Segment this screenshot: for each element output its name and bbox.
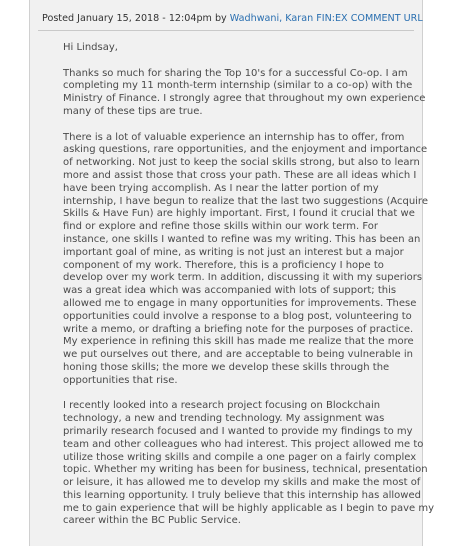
- paragraph-line: allowed me to engage in many opportunities for improvements. These: [63, 297, 417, 309]
- paragraph-line: have been trying accomplish. As I near the latter portion of my: [63, 182, 379, 194]
- comment-post: [30, 0, 435, 546]
- comment-paragraph: [63, 131, 428, 388]
- posted-date: Posted January 15, 2018 - 12:04pm by: [42, 13, 230, 24]
- paragraph-line: me to gain experience that will be highly applicable as I begin to pave my: [63, 502, 435, 514]
- paragraph-line: technology, a new and trending technology. My assignment was: [63, 413, 385, 425]
- paragraph-line: utilize those writing skills and compile a one pager on a fairly complex: [63, 451, 417, 463]
- paragraph-line: Skills & Have Fun) are highly important. First, I found it crucial that we: [63, 208, 415, 220]
- paragraph-line: component of my work. Therefore, this is a proficiency I hope to: [63, 259, 384, 271]
- paragraph-line: team and other colleagues who had interest. This project allowed me to: [63, 438, 424, 450]
- author-link[interactable]: Wadhwani, Karan FIN:EX: [229, 13, 348, 24]
- paragraph-line: write a memo, or drafting a briefing note for the purposes of practice.: [63, 323, 414, 335]
- paragraph-line: this learning opportunity. I truly believe that this internship has allowed: [63, 489, 421, 501]
- paragraph-list: [63, 67, 435, 529]
- paragraph-line: find or explore and refine those skills within our work term. For: [63, 221, 378, 233]
- paragraph-line: many of these tips are true.: [63, 105, 203, 117]
- paragraph-line: important goal of mine, as writing is not just an interest but a major: [63, 246, 404, 258]
- paragraph-line: asking questions, rare opportunities, and the enjoyment and importance: [63, 144, 428, 156]
- paragraph-line: career within the BC Public Service.: [63, 515, 241, 527]
- paragraph-line: Ministry of Finance. I strongly agree that throughout my own experience: [63, 93, 426, 105]
- comment-panel: [29, 0, 435, 546]
- paragraph-line: internship, I have begun to realize that the last two suggestions (Acquire: [63, 195, 428, 207]
- paragraph-line: opportunities that rise.: [63, 374, 178, 386]
- greeting: Hi Lindsay,: [63, 42, 118, 53]
- paragraph-line: was a great idea which was accompanied with lots of support; this: [63, 285, 397, 297]
- comment-url-link[interactable]: COMMENT URL: [350, 13, 423, 24]
- paragraph-line: instance, one skills I wanted to refine was my writing. This has been an: [63, 233, 421, 245]
- paragraph-line: There is a lot of valuable experience an internship has to offer, from: [63, 131, 405, 143]
- paragraph-line: develop over my work term. In addition, discussing it with my superiors: [63, 272, 423, 284]
- comment-body: [63, 42, 435, 541]
- paragraph-line: or leisure, it has allowed me to develop my skills and make the most of: [63, 477, 421, 489]
- comment-paragraph: [63, 67, 426, 119]
- paragraph-line: opportunities could involve a response to a blog post, volunteering to: [63, 310, 412, 322]
- paragraph-line: more and assist those that cross your path. These are all ideas which I: [63, 169, 417, 181]
- paragraph-line: My experience in refining this skill has made me realize that the more: [63, 336, 414, 348]
- paragraph-line: primarily research focused and I wanted to provide my findings to my: [63, 425, 413, 437]
- paragraph-line: of networking. Not just to keep the social skills strong, but also to learn: [63, 157, 420, 169]
- comment-paragraph: [63, 400, 435, 528]
- paragraph-line: Thanks so much for sharing the Top 10's for a successful Co-op. I am: [63, 67, 408, 79]
- paragraph-line: topic. Whether my writing has been for business, technical, presentation: [63, 464, 428, 476]
- paragraph-line: we put ourselves out there, and are acceptable to being vulnerable in: [63, 349, 413, 361]
- paragraph-line: I recently looked into a research project focusing on Blockchain: [63, 400, 381, 412]
- post-meta: [42, 12, 423, 26]
- meta-divider: [38, 30, 414, 31]
- paragraph-line: completing my 11 month-term internship (similar to a co-op) with the: [63, 80, 413, 92]
- paragraph-line: honing those skills; the more we develop these skills through the: [63, 361, 390, 373]
